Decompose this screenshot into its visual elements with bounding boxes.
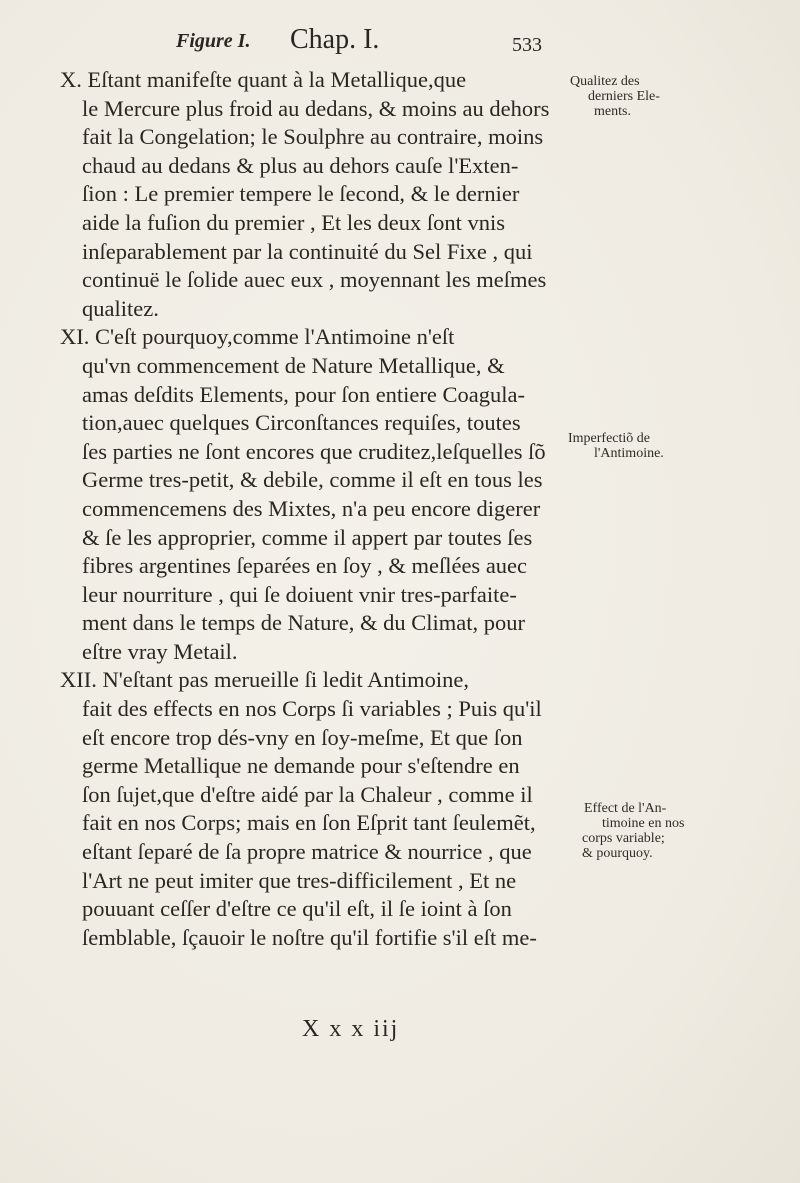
text-line: XI. C'eſt pourquoy,comme l'Antimoine n'eſt [60, 324, 455, 350]
text-line: fait en nos Corps; mais en ſon Eſprit tant ſeulemẽt, [82, 810, 536, 836]
catchword-signature: X x x iij [302, 1016, 400, 1042]
page-number: 533 [512, 34, 542, 56]
text-line: l'Art ne peut imiter que tres-difficilement , Et ne [82, 867, 517, 893]
text-line: XII. N'eſtant pas merueille ſi ledit Antimoine, [60, 667, 469, 693]
text-line: fait la Congelation; le Soulphre au contraire, moins [82, 124, 544, 150]
margin-note-line: ments. [594, 104, 631, 119]
text-line: fibres argentines ſeparées en ſoy , & meſlées auec [82, 553, 528, 579]
margin-note-imperfection [568, 431, 748, 461]
text-line: X. Eſtant manifeſte quant à la Metallique,que [60, 67, 467, 92]
text-line: Germe tres-petit, & debile, comme il eſt en tous les [82, 467, 543, 493]
text-line: tion,auec quelques Circonſtances requiſes, toutes [82, 410, 521, 436]
text-line: commencemens des Mixtes, n'a peu encore digerer [82, 495, 541, 521]
figure-label: Figure I. [176, 30, 251, 52]
text-line: leur nourriture , qui ſe doiuent vnir tres-parfaite- [82, 581, 517, 607]
running-header [150, 18, 670, 58]
text-line: eſtant ſeparé de ſa propre matrice & nourrice , que [82, 839, 532, 865]
text-line: pouuant ceſſer d'eſtre ce qu'il eſt, il ſe ioint à ſon [82, 896, 512, 922]
text-line: & ſe les approprier, comme il appert par toutes ſes [82, 524, 533, 550]
text-line: qualitez. [82, 295, 159, 321]
margin-note-line: l'Antimoine. [594, 446, 664, 461]
margin-note-line: Imperfectiõ de [568, 431, 651, 446]
text-line: fait des effects en nos Corps ſi variables ; Puis qu'il [82, 696, 542, 722]
margin-note-line: timoine en nos [602, 816, 685, 831]
text-line: ſemblable, ſçauoir le noſtre qu'il fortifie s'il eſt me- [82, 924, 537, 950]
text-line: ſon ſujet,que d'eſtre aidé par la Chaleur , comme il [82, 781, 533, 807]
main-text-block [60, 66, 550, 952]
text-line: eſtre vray Metail. [82, 638, 238, 664]
text-line: le Mercure plus froid au dedans, & moins au dehors [82, 95, 550, 121]
text-line: ment dans le temps de Nature, & du Climat, pour [82, 610, 526, 636]
text-line: ſion : Le premier tempere le ſecond, & le dernier [82, 181, 520, 207]
text-line: germe Metallique ne demande pour s'eſtendre en [82, 753, 520, 779]
text-line: continuë le ſolide auec eux , moyennant les meſmes [82, 267, 547, 293]
margin-note-line: Qualitez des [570, 74, 640, 89]
text-line: eſt encore trop dés-vny en ſoy-meſme, Et que ſon [82, 724, 523, 750]
text-line: aide la fuſion du premier , Et les deux ſont vnis [82, 209, 506, 235]
text-line: ſes parties ne ſont encores que cruditez,leſquelles ſõ [82, 438, 546, 464]
text-line: qu'vn commencement de Nature Metallique, & [82, 352, 505, 378]
margin-note-effect [568, 801, 748, 861]
margin-note-line: Effect de l'An- [584, 801, 667, 816]
margin-note-line: & pourquoy. [582, 846, 653, 861]
text-line: chaud au dedans & plus au dehors cauſe l'Exten- [82, 152, 519, 178]
text-line: amas deſdits Elements, pour ſon entiere Coagula- [82, 381, 526, 407]
margin-note-line: corps variable; [582, 831, 665, 846]
margin-note-line: derniers Ele- [588, 89, 660, 104]
margin-note-qualitez [570, 74, 740, 119]
chapter-label: Chap. I. [290, 24, 380, 55]
text-line: inſeparablement par la continuité du Sel Fixe , qui [82, 238, 533, 264]
